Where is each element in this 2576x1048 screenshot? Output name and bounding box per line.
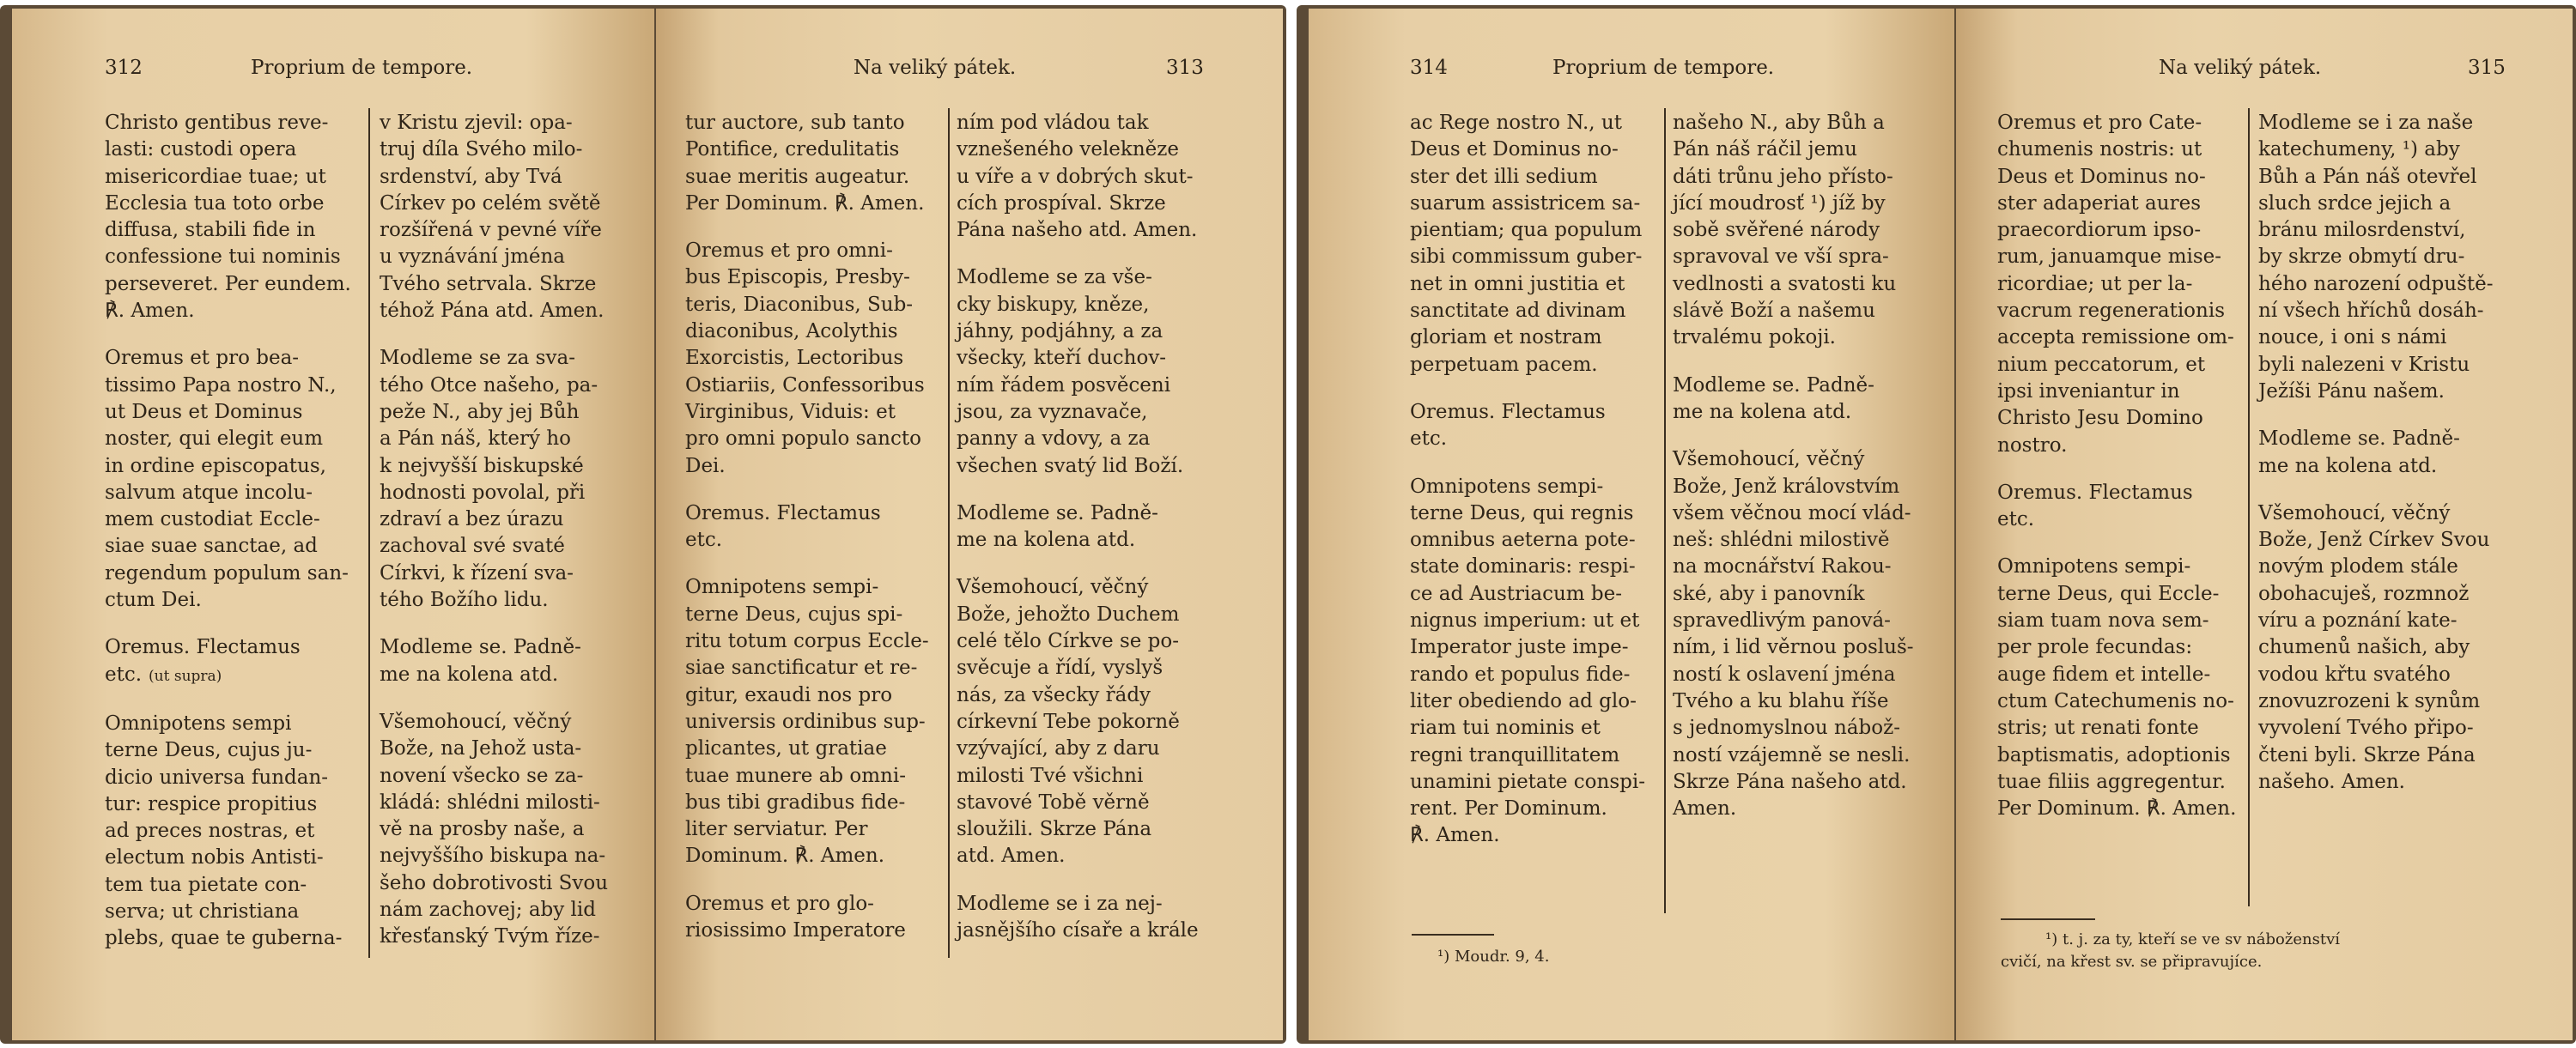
text-line: teris, Diaconibus, Sub-: [685, 293, 914, 316]
text-line: rando et populus fide-: [1410, 663, 1631, 686]
page-314: [1309, 9, 1954, 1040]
text-line: Všemohoucí, věčný: [957, 576, 1149, 599]
text-line: Christo gentibus reve-: [105, 112, 329, 134]
paragraph: [685, 574, 943, 869]
czech-column: [380, 110, 637, 951]
text-line: Per Dominum. ℟. Amen.: [685, 191, 925, 215]
text-line: etc.: [685, 529, 723, 552]
text-line: Oremus et pro Cate-: [1997, 112, 2202, 134]
text-line: nám zachovej; aby lid: [380, 899, 596, 922]
text-line: terne Deus, cujus ju-: [105, 739, 313, 762]
column-divider: [368, 108, 370, 958]
text-line: ster det illi sedium: [1410, 165, 1598, 188]
text-line: rozšířená v pevné víře: [380, 219, 602, 242]
text-line: tuae filiis aggregentur.: [1997, 770, 2226, 793]
text-line: gloriam et nostram: [1410, 326, 1602, 349]
text-line: etc.: [1410, 427, 1448, 451]
paragraph: [685, 500, 943, 554]
running-title: Na veliký pátek.: [2159, 57, 2322, 79]
paragraph: [380, 345, 637, 614]
text-line: Ecclesia tua toto orbe: [105, 191, 325, 215]
paragraph: [1997, 554, 2246, 822]
text-line: srdenství, aby Tvá: [380, 165, 562, 188]
text-line: všechen svatý lid Boží.: [957, 454, 1184, 477]
text-line: perpetuam pacem.: [1410, 353, 1598, 376]
latin-column: [1410, 110, 1659, 850]
text-line: plicantes, ut gratiae: [685, 737, 887, 760]
text-line: zachoval své svaté: [380, 535, 565, 558]
text-line: dicio universa fundan-: [105, 766, 329, 789]
text-line: Omnipotens sempi-: [1410, 475, 1604, 498]
text-line: a Pán náš, který ho: [380, 427, 572, 451]
paragraph: [2258, 500, 2516, 796]
text-line: chumenů našich, aby: [2258, 636, 2470, 659]
text-line: Oremus. Flectamus: [1410, 400, 1606, 423]
text-line: stavové Tobě věrně: [957, 791, 1150, 814]
text-line: nium peccatorum, et: [1997, 353, 2206, 376]
text-line: spravoval ve vší spra-: [1673, 245, 1889, 269]
text-line: víru a poznání kate-: [2258, 609, 2458, 633]
text-line: Pán náš ráčil jemu: [1673, 138, 1857, 161]
text-line: byli nalezeni v Kristu: [2258, 353, 2470, 376]
text-line: ním pod vládou tak: [957, 112, 1149, 134]
latin-column: [685, 110, 943, 944]
text-line: universis ordinibus sup-: [685, 710, 926, 733]
text-line: hodnosti povolal, při: [380, 481, 586, 504]
text-line: Bože, jehožto Duchem: [957, 603, 1180, 626]
text-line: vě na prosby naše, a: [380, 818, 585, 841]
text-line: Modleme se za sva-: [380, 347, 575, 370]
text-line: regni tranquillitatem: [1410, 743, 1620, 766]
text-line: Bože, Jenž královstvím: [1673, 475, 1900, 498]
text-line: nejvyššího biskupa na-: [380, 845, 606, 868]
text-line: Modleme se. Padně-: [1673, 373, 1874, 397]
text-line: ctum Catechumenis no-: [1997, 689, 2234, 712]
text-line: slávě Boží a našemu: [1673, 300, 1875, 323]
text-line: Oremus. Flectamus: [105, 636, 301, 659]
text-line: praecordiorum ipso-: [1997, 219, 2202, 242]
column-divider: [2248, 108, 2250, 906]
text-line: ské, aby i panovník: [1673, 582, 1865, 605]
text-line: u víře a v dobrých skut-: [957, 165, 1194, 188]
text-line: obohacuješ, rozmnož: [2258, 582, 2470, 605]
text-line: Deus et Dominus no-: [1997, 165, 2206, 188]
text-line: ipsi inveniantur in: [1997, 379, 2180, 403]
paragraph: [957, 891, 1214, 945]
text-line: net in omni justitia et: [1410, 272, 1625, 295]
text-line: milosti Tvé všichni: [957, 764, 1144, 787]
text-line: vzývající, aby z daru: [957, 737, 1160, 760]
page-number: 315: [2468, 57, 2506, 79]
text-line: chumenis nostris: ut: [1997, 138, 2202, 161]
text-line: truj díla Svého milo-: [380, 138, 583, 161]
paragraph: [1673, 446, 1930, 822]
text-line: ricordiae; ut per la-: [1997, 272, 2193, 295]
text-line: Dei.: [685, 454, 726, 477]
text-line: Per Dominum. ℟. Amen.: [1997, 797, 2237, 821]
text-line: ℟. Amen.: [105, 300, 195, 323]
text-line: per prole fecundas:: [1997, 636, 2193, 659]
latin-column: [105, 110, 362, 953]
text-line: spravedlivým panová-: [1673, 609, 1891, 633]
page-315: [1956, 9, 2573, 1040]
text-line: u vyznávání jména: [380, 245, 566, 269]
text-line: ac Rege nostro N., ut: [1410, 112, 1622, 134]
page-header: [1956, 57, 2573, 91]
text-line: Deus et Dominus no-: [1410, 138, 1619, 161]
text-line: tem tua pietate con-: [105, 873, 307, 896]
text-line: omnibus aeterna pote-: [1410, 529, 1636, 552]
text-line: siam tuam nova sem-: [1997, 609, 2209, 633]
text-line: ctum Dei.: [105, 589, 202, 612]
text-line: salvum atque incolu-: [105, 481, 313, 504]
text-line: rum, januamque mise-: [1997, 245, 2222, 269]
text-line: sloužili. Skrze Pána: [957, 818, 1152, 841]
page-number: 314: [1410, 57, 1448, 79]
text-line: bránu milosrdenství,: [2258, 219, 2466, 242]
text-line: Bože, na Jehož usta-: [380, 737, 582, 760]
text-line: baptismatis, adoptionis: [1997, 743, 2231, 766]
paragraph: [105, 110, 362, 324]
paragraph: [685, 238, 943, 480]
text-line: sibi commissum guber-: [1410, 245, 1643, 269]
text-line: Omnipotens sempi-: [1997, 555, 2191, 579]
czech-column: [1673, 110, 1930, 822]
text-line: tého Otce našeho, pa-: [380, 373, 598, 397]
text-line: Skrze Pána našeho atd.: [1673, 770, 1907, 793]
text-line: tur: respice propitius: [105, 792, 318, 815]
text-line: Oremus. Flectamus: [1997, 481, 2193, 504]
text-line: našeho N., aby Bůh a: [1673, 112, 1885, 134]
text-line: téhož Pána atd. Amen.: [380, 300, 605, 323]
paragraph: [685, 891, 943, 945]
text-line: novení všecko se za-: [380, 764, 584, 787]
text-line: Dominum. ℟. Amen.: [685, 845, 885, 868]
text-line: ním, i lid věrnou posluš-: [1673, 636, 1914, 659]
text-line: me na kolena atd.: [957, 529, 1136, 552]
text-line: vyvolení Tvého připo-: [2258, 717, 2474, 740]
text-line: me na kolena atd.: [2258, 454, 2438, 477]
text-line: Exorcistis, Lectoribus: [685, 347, 904, 370]
text-line: Imperator juste impe-: [1410, 636, 1629, 659]
footnote-line: ¹) t. j. za ty, kteří se ve sv náboženství: [2045, 930, 2341, 948]
text-line: siae sanctificatur et re-: [685, 657, 918, 680]
text-line: s jednomyslnou nábož-: [1673, 717, 1900, 740]
text-line: na mocnářství Rakou-: [1673, 555, 1892, 579]
page-header: [1309, 57, 1954, 91]
paragraph: [1410, 474, 1659, 850]
text-line: Církev po celém světě: [380, 191, 601, 215]
text-line: celé tělo Církve se po-: [957, 630, 1180, 653]
text-line: Modleme se. Padně-: [2258, 427, 2460, 451]
text-line: Tvého a ku blahu říše: [1673, 689, 1889, 712]
text-line: Oremus et pro glo-: [685, 892, 874, 915]
text-line: dáti trůnu jeho přísto-: [1673, 165, 1893, 188]
text-line: lasti: custodi opera: [105, 138, 297, 161]
text-line: kládá: shlédni milosti-: [380, 791, 600, 814]
text-line: sluch srdce jejich a: [2258, 191, 2451, 215]
text-line: terne Deus, qui Eccle-: [1997, 582, 2220, 605]
paragraph: [957, 110, 1214, 244]
text-line: tého Božího lidu.: [380, 589, 549, 612]
footnote-rule: [2001, 918, 2095, 920]
text-line: ℟. Amen.: [1410, 824, 1500, 847]
running-title: Proprium de tempore.: [251, 57, 473, 79]
text-line: ce ad Austriacum be-: [1410, 582, 1623, 605]
text-line: sanctitate ad divinam: [1410, 300, 1626, 323]
text-line: etc.: [105, 663, 143, 686]
text-line: regendum populum san-: [105, 561, 349, 585]
page-313: [656, 9, 1283, 1040]
text-line: accepta remissione om-: [1997, 326, 2234, 349]
text-line: confessione tui nominis: [105, 245, 341, 269]
text-line: bus tibi gradibus fide-: [685, 791, 906, 814]
paragraph: [105, 634, 362, 690]
text-line: peže N., aby jej Bůh: [380, 400, 580, 423]
text-line: diaconibus, Acolythis: [685, 320, 898, 343]
text-line: Modleme se. Padně-: [957, 501, 1158, 524]
text-line: svěcuje a řídí, vyslyš: [957, 657, 1163, 680]
text-line: ním řádem posvěceni: [957, 373, 1171, 397]
column-divider: [1664, 108, 1666, 913]
page-number: 313: [1166, 57, 1204, 79]
text-line: sobě svěřené národy: [1673, 219, 1880, 242]
text-line: ritu totum corpus Eccle-: [685, 630, 929, 653]
page-312: [12, 9, 654, 1040]
text-line: katechumeny, ¹) aby: [2258, 138, 2460, 161]
text-line: terne Deus, qui regnis: [1410, 501, 1634, 524]
paragraph: [2258, 110, 2516, 405]
paragraph: [1997, 110, 2246, 459]
text-line: misericordiae tuae; ut: [105, 165, 326, 188]
text-line: ností k oslavení jména: [1673, 663, 1896, 686]
text-line: zdraví a bez úrazu: [380, 508, 564, 531]
text-line: mem custodiat Eccle-: [105, 508, 320, 531]
text-line: nostro.: [1997, 433, 2068, 457]
text-line: ad preces nostras, et: [105, 820, 315, 843]
text-line: Modleme se i za naše: [2258, 112, 2474, 134]
paragraph: [1410, 110, 1659, 379]
running-title: Proprium de tempore.: [1552, 57, 1775, 79]
text-line: jasnějšího císaře a krále: [957, 919, 1199, 942]
text-line: Modleme se za vše-: [957, 266, 1152, 289]
text-line: Oremus et pro bea-: [105, 347, 300, 370]
text-line: Všemohoucí, věčný: [2258, 501, 2451, 524]
text-line: riam tui nominis et: [1410, 717, 1601, 740]
text-line: state dominaris: respi-: [1410, 555, 1636, 579]
text-line: křesťanský Tvým říze-: [380, 925, 600, 948]
text-line: jsou, za vyznavače,: [957, 400, 1148, 423]
book-spread-left: [0, 5, 1286, 1044]
text-line: Modleme se i za nej-: [957, 892, 1163, 915]
text-line: Oremus et pro omni-: [685, 239, 893, 263]
page-header: [656, 57, 1283, 91]
text-line: diffusa, stabili fide in: [105, 219, 316, 242]
text-line: jící moudrosť ¹) jíž by: [1673, 191, 1886, 215]
text-line: cky biskupy, kněze,: [957, 293, 1150, 316]
text-line: nouce, i oni s námi: [2258, 326, 2447, 349]
text-line: hého narození odpuště-: [2258, 272, 2494, 295]
text-line: by skrze obmytí dru-: [2258, 245, 2465, 269]
paragraph: [685, 110, 943, 217]
text-line: atd. Amen.: [957, 845, 1066, 868]
text-line: ster adaperiat aures: [1997, 191, 2201, 215]
paragraph: [2258, 426, 2516, 480]
text-line: Tvého setrvala. Skrze: [380, 272, 597, 295]
text-line: electum nobis Antisti-: [105, 846, 324, 869]
text-line: Modleme se. Padně-: [380, 636, 581, 659]
text-line: Omnipotens sempi: [105, 712, 292, 735]
text-line: stris; ut renati fonte: [1997, 717, 2199, 740]
ut-supra-note: (ut supra): [149, 667, 222, 685]
text-line: plebs, quae te guberna-: [105, 927, 343, 950]
text-line: tur auctore, sub tanto: [685, 112, 905, 134]
text-line: ut Deus et Dominus: [105, 400, 303, 423]
text-line: pientiam; qua populum: [1410, 219, 1643, 242]
text-line: liter serviatur. Per: [685, 818, 868, 841]
text-line: tissimo Papa nostro N.,: [105, 373, 337, 397]
paragraph: [105, 711, 362, 953]
text-line: vacrum regenerationis: [1997, 300, 2226, 323]
text-line: panny a vdovy, a za: [957, 427, 1151, 451]
text-line: šeho dobrotivosti Svou: [380, 871, 609, 894]
text-line: Ostiariis, Confessoribus: [685, 373, 925, 397]
text-line: riosissimo Imperatore: [685, 919, 906, 942]
latin-column: [1997, 110, 2246, 822]
text-line: Církvi, k řízení sva-: [380, 561, 574, 585]
czech-column: [957, 110, 1214, 944]
text-line: me na kolena atd.: [380, 663, 559, 686]
text-line: ní všech hříchů dosáh-: [2258, 300, 2484, 323]
text-line: Bože, Jenž Církev Svou: [2258, 529, 2490, 552]
text-line: pro omni populo sancto: [685, 427, 921, 451]
text-line: etc.: [1997, 508, 2035, 531]
text-line: nás, za všecky řády: [957, 683, 1151, 706]
text-line: suae meritis augeatur.: [685, 165, 910, 188]
text-line: siae suae sanctae, ad: [105, 535, 318, 558]
text-line: neš: shlédni milostivě: [1673, 529, 1890, 552]
footnote: [2001, 929, 2550, 973]
text-line: novým plodem stále: [2258, 555, 2458, 579]
paragraph: [957, 500, 1214, 554]
page-number: 312: [105, 57, 143, 79]
text-line: v Kristu zjevil: opa-: [380, 112, 573, 134]
text-line: vznešeného velekněze: [957, 138, 1180, 161]
footnote: ¹) Moudr. 9, 4.: [1437, 948, 1550, 966]
paragraph: [380, 709, 637, 951]
paragraph: [1997, 480, 2246, 534]
text-line: Virginibus, Viduis: et: [685, 400, 896, 423]
text-line: noster, qui elegit eum: [105, 427, 324, 451]
text-line: gitur, exaudi nos pro: [685, 683, 893, 706]
text-line: Amen.: [1673, 797, 1737, 821]
text-line: čteni byli. Skrze Pána: [2258, 743, 2476, 766]
paragraph: [1673, 110, 1930, 352]
text-line: církevní Tebe pokorně: [957, 710, 1180, 733]
text-line: vedlnosti a svatosti ku: [1673, 272, 1897, 295]
text-line: liter obediendo ad glo-: [1410, 689, 1637, 712]
czech-column: [2258, 110, 2516, 796]
text-line: bus Episcopis, Presby-: [685, 266, 910, 289]
text-line: Pána našeho atd. Amen.: [957, 219, 1198, 242]
text-line: unamini pietate conspi-: [1410, 770, 1645, 793]
page-header: [12, 57, 654, 91]
text-line: serva; ut christiana: [105, 900, 300, 924]
text-line: vodou křtu svatého: [2258, 663, 2451, 686]
text-line: tuae munere ab omni-: [685, 764, 906, 787]
text-line: ností vzájemně se nesli.: [1673, 743, 1911, 766]
text-line: rent. Per Dominum.: [1410, 797, 1607, 821]
column-divider: [948, 108, 950, 958]
text-line: cích prospíval. Skrze: [957, 191, 1166, 215]
text-line: terne Deus, cujus spi-: [685, 603, 903, 626]
text-line: Ježíši Pánu našem.: [2258, 379, 2445, 403]
paragraph: [1673, 373, 1930, 427]
text-line: Christo Jesu Domino: [1997, 407, 2203, 430]
paragraph: [1410, 399, 1659, 453]
text-line: všem věčnou mocí vlád-: [1673, 501, 1911, 524]
paragraph: [380, 110, 637, 324]
text-line: me na kolena atd.: [1673, 400, 1852, 423]
paragraph: [380, 634, 637, 688]
text-line: in ordine episcopatus,: [105, 454, 326, 477]
paragraph: [957, 264, 1214, 479]
text-line: Omnipotens sempi-: [685, 576, 879, 599]
text-line: všecky, kteří duchov-: [957, 347, 1167, 370]
footnote-line: cvičí, na křest sv. se připravujíce.: [2001, 953, 2263, 971]
text-line: auge fidem et intelle-: [1997, 663, 2211, 686]
text-line: Všemohoucí, věčný: [1673, 448, 1865, 471]
text-line: našeho. Amen.: [2258, 770, 2405, 793]
text-line: znovuzrozeni k synům: [2258, 689, 2481, 712]
paragraph: [105, 345, 362, 614]
text-line: jáhny, podjáhny, a za: [957, 320, 1163, 343]
text-line: Bůh a Pán náš otevřel: [2258, 165, 2477, 188]
text-line: Všemohoucí, věčný: [380, 710, 572, 733]
text-line: trvalému pokoji.: [1673, 326, 1836, 349]
paragraph: [957, 574, 1214, 869]
text-line: k nejvyšší biskupské: [380, 454, 584, 477]
running-title: Na veliký pátek.: [854, 57, 1017, 79]
text-line: Oremus. Flectamus: [685, 501, 881, 524]
text-line: suarum assistricem sa-: [1410, 191, 1641, 215]
text-line: perseveret. Per eundem.: [105, 272, 351, 295]
book-spread-right: [1297, 5, 2576, 1044]
text-line: nignus imperium: ut et: [1410, 609, 1640, 633]
text-line: Pontifice, credulitatis: [685, 138, 900, 161]
footnote-rule: [1412, 934, 1494, 936]
